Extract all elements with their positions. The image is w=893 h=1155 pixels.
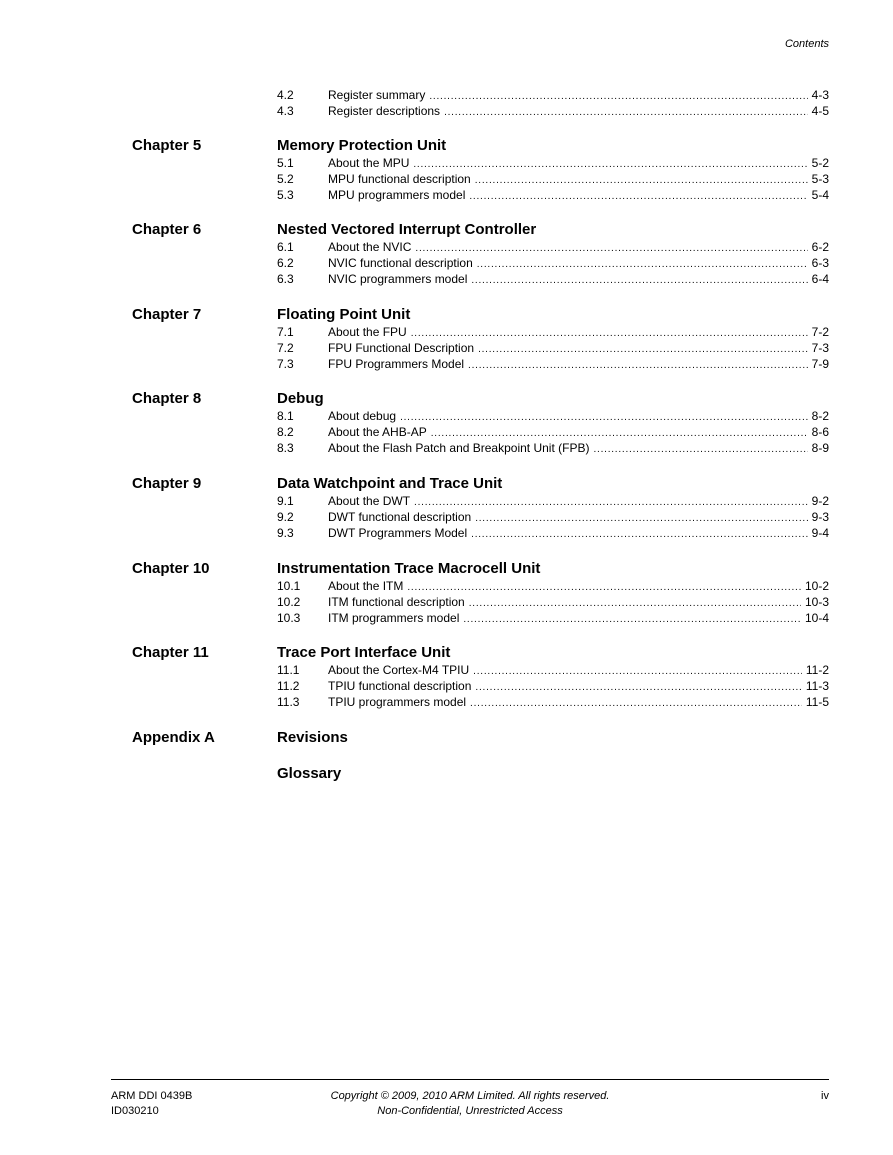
page-number: 4-3 (811, 88, 829, 102)
section-title: About the MPU (328, 156, 410, 170)
toc-entry[interactable] (277, 440, 829, 456)
chapter-title[interactable]: Debug (277, 390, 324, 407)
section-number: 7.3 (277, 357, 294, 371)
section-number: 11.1 (277, 663, 300, 677)
section-title: NVIC functional description (328, 256, 473, 270)
toc-entry[interactable] (277, 424, 829, 440)
section-title: About the ITM (328, 579, 404, 593)
page-number: 7-9 (811, 357, 829, 371)
chapter-label: Chapter 8 (132, 390, 202, 407)
page-number: 5-3 (811, 172, 829, 186)
toc-entry[interactable] (277, 678, 829, 694)
section-number: 6.1 (277, 240, 294, 254)
section-title: MPU functional description (328, 172, 471, 186)
page-number: 11-5 (805, 695, 829, 709)
footer-copyright: Copyright © 2009, 2010 ARM Limited. All rights reserved. (330, 1090, 610, 1102)
footer-doc-id: ARM DDI 0439B (111, 1090, 193, 1102)
section-number: 4.3 (277, 104, 294, 118)
chapter-title[interactable]: Glossary (277, 765, 342, 782)
toc-entry[interactable] (277, 103, 829, 119)
page-number: 7-3 (811, 341, 829, 355)
toc-entry[interactable] (277, 694, 829, 710)
toc-entry[interactable] (277, 594, 829, 610)
toc-entry[interactable] (277, 662, 829, 678)
page-number: 8-2 (811, 409, 829, 423)
footer-doc-ref: ID030210 (111, 1105, 159, 1117)
section-title: ITM programmers model (328, 611, 460, 625)
chapter-label: Chapter 6 (132, 221, 202, 238)
toc-entry[interactable] (277, 610, 829, 626)
section-number: 8.3 (277, 441, 294, 455)
section-number: 5.1 (277, 156, 294, 170)
section-number: 10.1 (277, 579, 301, 593)
page-number: 6-2 (811, 240, 829, 254)
page-number: 7-2 (811, 325, 829, 339)
toc-entry[interactable] (277, 356, 829, 372)
page-number: 9-3 (811, 510, 829, 524)
section-number: 7.1 (277, 325, 294, 339)
chapter-label: Chapter 9 (132, 475, 202, 492)
footer-divider (111, 1079, 829, 1080)
dot-leader (444, 105, 808, 121)
section-title: MPU programmers model (328, 188, 466, 202)
toc-entry[interactable] (277, 87, 829, 103)
page-number: 11-3 (805, 679, 829, 693)
toc-entry[interactable] (277, 187, 829, 203)
toc-entry[interactable] (277, 324, 829, 340)
page-number: 6-4 (811, 272, 829, 286)
section-title: DWT functional description (328, 510, 472, 524)
chapter-label: Appendix A (132, 729, 215, 746)
toc-entry[interactable] (277, 239, 829, 255)
page-number: 6-3 (811, 256, 829, 270)
dot-leader (469, 189, 807, 205)
toc-entry[interactable] (277, 171, 829, 187)
page-number: 5-2 (811, 156, 829, 170)
section-title: FPU Programmers Model (328, 357, 465, 371)
dot-leader (470, 696, 802, 712)
dot-leader (471, 527, 808, 543)
chapter-title[interactable]: Instrumentation Trace Macrocell Unit (277, 560, 541, 577)
toc-entry[interactable] (277, 509, 829, 525)
footer-access: Non-Confidential, Unrestricted Access (377, 1105, 563, 1117)
toc-entry[interactable] (277, 408, 829, 424)
running-header: Contents (784, 38, 829, 50)
dot-leader (593, 442, 807, 458)
chapter-label: Chapter 5 (132, 137, 202, 154)
section-title: About the AHB-AP (328, 425, 427, 439)
section-title: About the DWT (328, 494, 411, 508)
dot-leader (463, 612, 801, 628)
section-number: 6.3 (277, 272, 294, 286)
section-title: About the Cortex-M4 TPIU (328, 663, 470, 677)
section-number: 10.3 (277, 611, 301, 625)
toc-entry[interactable] (277, 525, 829, 541)
page-number: 10-4 (804, 611, 829, 625)
chapter-title[interactable]: Floating Point Unit (277, 306, 411, 323)
section-number: 10.2 (277, 595, 301, 609)
page-number: 5-4 (811, 188, 829, 202)
chapter-label: Chapter 10 (132, 560, 210, 577)
section-number: 5.2 (277, 172, 294, 186)
section-title: DWT Programmers Model (328, 526, 468, 540)
toc-entry[interactable] (277, 155, 829, 171)
section-number: 11.2 (277, 679, 300, 693)
chapter-title[interactable]: Memory Protection Unit (277, 137, 447, 154)
section-title: About the NVIC (328, 240, 412, 254)
dot-leader (471, 273, 807, 289)
footer-page-number: iv (821, 1090, 829, 1102)
section-title: TPIU programmers model (328, 695, 467, 709)
section-title: ITM functional description (328, 595, 465, 609)
section-number: 9.3 (277, 526, 294, 540)
section-number: 5.3 (277, 188, 294, 202)
section-title: Register descriptions (328, 104, 441, 118)
toc-entry[interactable] (277, 493, 829, 509)
section-title: About the FPU (328, 325, 407, 339)
page-number: 11-2 (805, 663, 829, 677)
section-number: 9.1 (277, 494, 294, 508)
section-title: NVIC programmers model (328, 272, 468, 286)
section-number: 4.2 (277, 88, 294, 102)
chapter-title[interactable]: Data Watchpoint and Trace Unit (277, 475, 503, 492)
chapter-title[interactable]: Trace Port Interface Unit (277, 644, 451, 661)
page-number: 8-9 (811, 441, 829, 455)
toc-entry[interactable] (277, 340, 829, 356)
section-number: 11.3 (277, 695, 300, 709)
section-number: 8.2 (277, 425, 294, 439)
section-number: 7.2 (277, 341, 294, 355)
section-title: Register summary (328, 88, 426, 102)
section-title: FPU Functional Description (328, 341, 475, 355)
page-number: 4-5 (811, 104, 829, 118)
section-title: About debug (328, 409, 397, 423)
dot-leader (468, 358, 808, 374)
chapter-title[interactable]: Revisions (277, 729, 348, 746)
toc-entry[interactable] (277, 578, 829, 594)
toc-entry[interactable] (277, 255, 829, 271)
chapter-label: Chapter 7 (132, 306, 202, 323)
page-number: 9-2 (811, 494, 829, 508)
page-number: 9-4 (811, 526, 829, 540)
chapter-title[interactable]: Nested Vectored Interrupt Controller (277, 221, 537, 238)
section-title: About the Flash Patch and Breakpoint Unit (FPB) (328, 441, 590, 455)
section-number: 9.2 (277, 510, 294, 524)
toc-entry[interactable] (277, 271, 829, 287)
section-number: 6.2 (277, 256, 294, 270)
section-number: 8.1 (277, 409, 294, 423)
page-number: 10-3 (804, 595, 829, 609)
page-number: 8-6 (811, 425, 829, 439)
chapter-label: Chapter 11 (132, 644, 209, 661)
footer-legal (0, 1089, 893, 1119)
section-title: TPIU functional description (328, 679, 472, 693)
page-number: 10-2 (804, 579, 829, 593)
